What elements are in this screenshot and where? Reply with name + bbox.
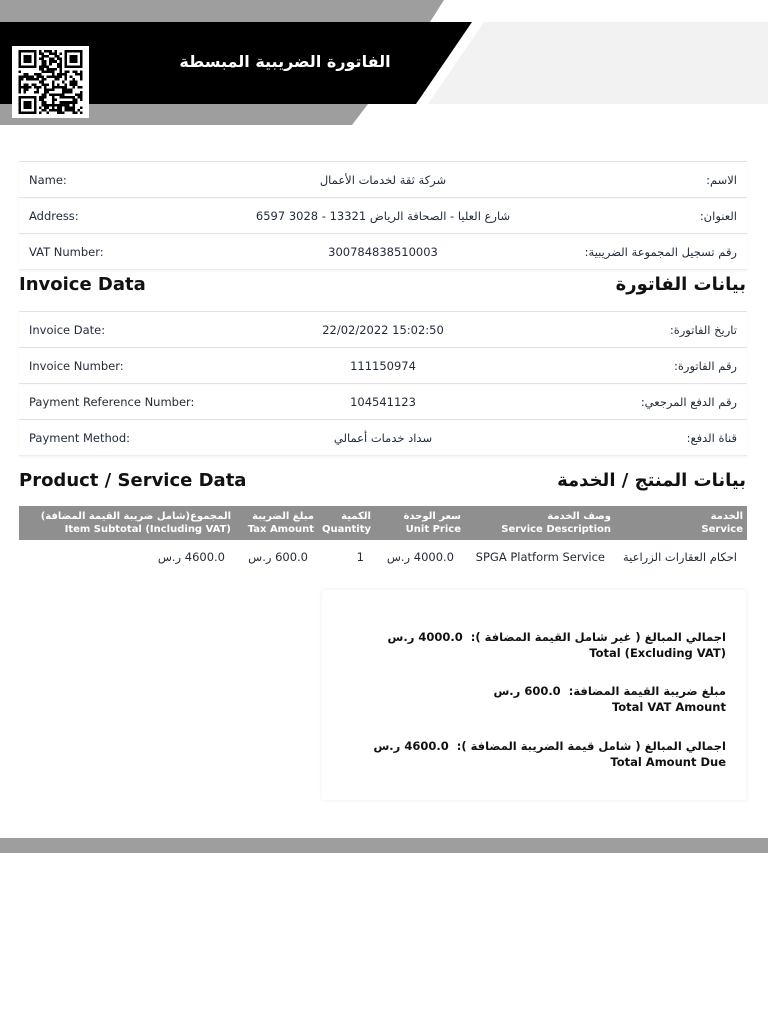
invoice-number-value: 111150974 [350,359,416,373]
vat-value: 300784838510003 [328,245,438,259]
totals-box [322,590,746,800]
payment-reference-label-ar: رقم الدفع المرجعي: [640,395,737,409]
row-subtotal: 4600.0 ر.س [157,550,225,564]
product-data-title-en: Product / Service Data [19,470,247,491]
total-amount-due-value: 4600.0 ر.س [373,739,449,753]
col-unit-price: سعر الوحدة Unit Price [403,511,461,535]
vat-label-ar: رقم تسجيل المجموعة الضريبية: [584,245,737,259]
row-quantity: 1 [356,550,364,564]
total-excluding-vat: اجمالي المبالغ ( غير شامل القيمة المضافة ): 4000.0 ر.س Total (Excluding VAT) [387,630,726,660]
invoice-data-title-en: Invoice Data [19,274,146,295]
col-description: وصف الخدمة Service Description [501,511,611,535]
header-banner [0,0,768,130]
product-table-header [19,506,747,540]
address-value: 6597 شارع العليا - الصحافة الرياض 13321 - 3028 [255,209,511,223]
invoice-number-label-ar: رقم الفاتورة: [674,359,737,373]
row-service: احكام العقارات الزراعية [622,550,737,564]
payment-method-value: سداد خدمات أعمالي [333,431,433,445]
col-service: الخدمة Service [701,511,743,535]
payment-reference-row [19,383,747,419]
payment-reference-value: 104541123 [350,395,416,409]
invoice-date-row [19,311,747,347]
address-label-en: Address: [29,209,79,223]
row-description: SPGA Platform Service [475,550,605,564]
seller-info-table [19,161,747,270]
address-label-ar: العنوان: [699,209,737,223]
col-quantity: الكمية Quantity [322,511,371,535]
total-vat-amount: مبلغ ضريبة القيمة المضافة: 600.0 ر.س Total VAT Amount [493,684,726,714]
footer-bar [0,838,768,853]
total-amount-due: اجمالي المبالغ ( شامل قيمة الضريبة المضافة ): 4600.0 ر.س Total Amount Due [373,739,726,769]
invoice-date-value: 22/02/2022 15:02:50 [322,323,444,337]
invoice-date-label-en: Invoice Date: [29,323,106,337]
seller-vat-row [19,233,747,270]
payment-method-row [19,419,747,456]
col-subtotal: المجموع(شامل ضريبة القيمة المضافة) Item Subtotal (Including VAT) [40,511,231,535]
invoice-number-label-en: Invoice Number: [29,359,124,373]
col-tax-amount: مبلغ الضريبة Tax Amount [247,511,314,535]
name-value: شركة ثقة لخدمات الأعمال [319,173,447,187]
total-vat-amount-value: 600.0 ر.س [493,684,561,698]
name-label-en: Name: [29,173,67,187]
name-label-ar: الاسم: [706,173,737,187]
vat-label-en: VAT Number: [29,245,104,259]
qr-code-icon [12,46,89,118]
payment-method-label-en: Payment Method: [29,431,131,445]
seller-name-row [19,161,747,197]
total-excluding-vat-value: 4000.0 ر.س [387,630,463,644]
invoice-number-row [19,347,747,383]
row-tax-amount: 600.0 ر.س [248,550,308,564]
payment-method-label-ar: قناة الدفع: [686,431,737,445]
payment-reference-label-en: Payment Reference Number: [29,395,195,409]
invoice-info-table [19,311,747,456]
product-data-title-ar: بيانات المنتج / الخدمة [557,470,746,491]
invoice-date-label-ar: تاريخ الفاتورة: [669,323,737,337]
row-unit-price: 4000.0 ر.س [386,550,454,564]
table-row [19,550,747,568]
invoice-title: الفاتورة الضريبية المبسطة [179,52,391,71]
seller-address-row [19,197,747,233]
invoice-data-title-ar: بيانات الفاتورة [615,274,746,295]
